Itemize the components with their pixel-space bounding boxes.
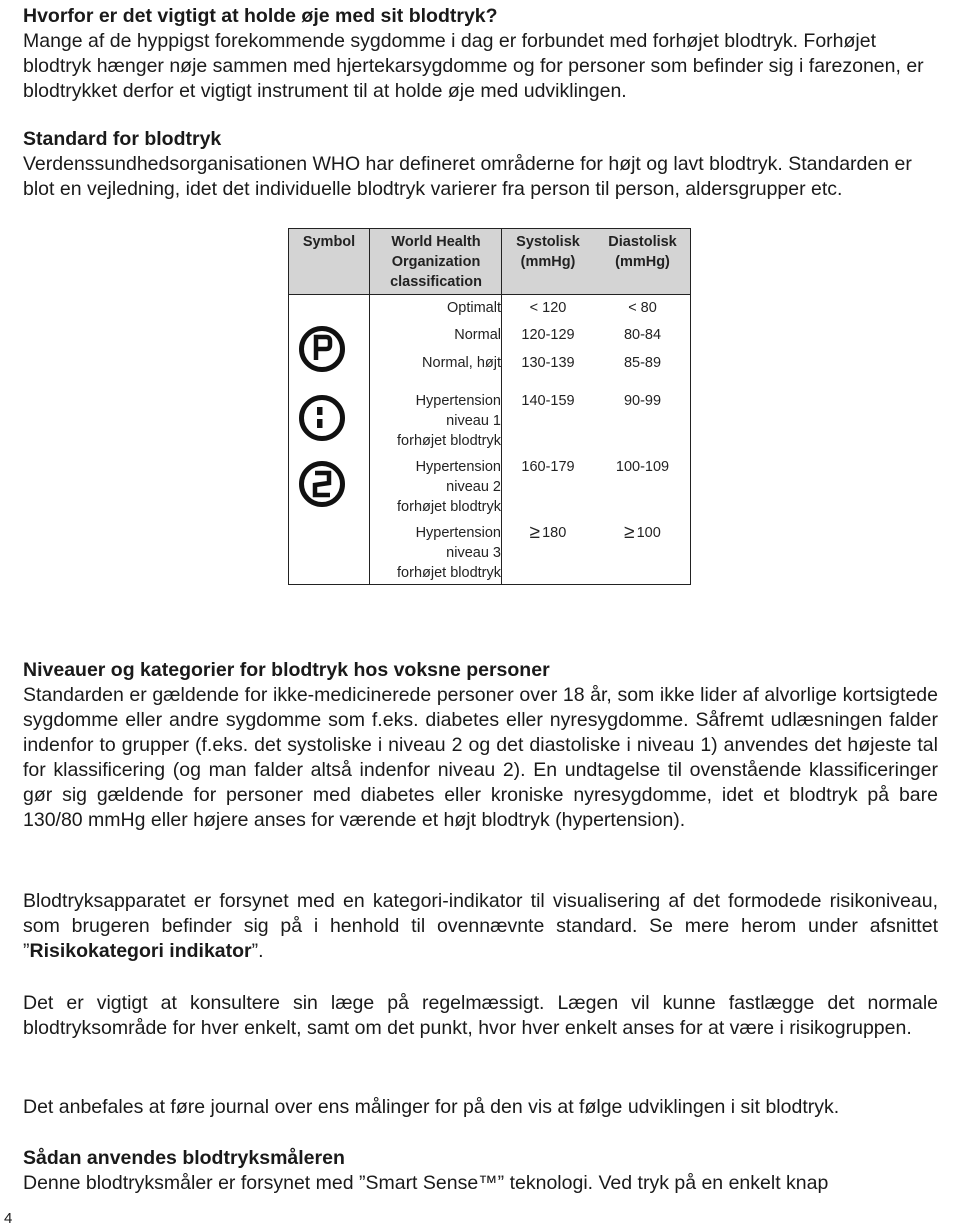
header-diastolic-line: (mmHg) — [615, 254, 670, 270]
classification-line: Hypertension — [415, 393, 501, 409]
usage-paragraph: Denne blodtryksmåler er forsynet med ”Smart Sense™” teknologi. Ved tryk på en enkelt knap — [23, 1172, 829, 1194]
doctor-paragraph: Det er vigtigt at konsultere sin læge på regelmæssigt. Lægen vil kunne fastlægge det normale blodtryksområde for hver enkelt, samt om det punkt, hvor hver enkelt anses for at være i risikogruppen. — [23, 992, 938, 1039]
row-normal-systolic: 120-129 — [521, 327, 575, 343]
row-normal-diastolic: 80-84 — [623, 327, 662, 343]
header-systolic-line: Systolisk — [516, 234, 580, 250]
classification-line: forhøjet blodtryk — [397, 433, 501, 449]
indicator-text-before: Blodtryksapparatet er forsynet med en kategori-indikator til visualisering af det formodede risikoniveau, som brugeren befinder sig på i henhold til ovennævnte standard. Se mere herom under afsnittet ” — [23, 890, 938, 962]
row-hypertension-1-diastolic: 90-99 — [623, 393, 662, 409]
greater-equal-symbol: ≥ — [624, 522, 635, 543]
journal-paragraph: Det anbefales at føre journal over ens målinger for på den vis at følge udviklingen i sit blodtryk. — [23, 1096, 840, 1118]
row-normal-classification: Normal — [454, 327, 501, 343]
systolic-value: 180 — [542, 525, 567, 541]
level-2-indicator-icon — [297, 459, 347, 509]
row-hypertension-2-systolic: 160-179 — [521, 459, 575, 475]
classification-line: niveau 2 — [446, 479, 501, 495]
row-hypertension-2-classification — [371, 457, 501, 517]
indicator-text-after: ”. — [251, 940, 264, 962]
greater-equal-symbol: ≥ — [529, 522, 541, 543]
header-systolic — [503, 232, 593, 272]
intro-paragraph: Mange af de hyppigst forekommende sygdomme i dag er forbundet med forhøjet blodtryk. Forhøjet blodtryk hænger nøje sammen med hjertekarsygdomme og for personer som befinder sig i farezonen, er blodtrykket derfor et vigtigt instrument til at holde øje med udviklingen. — [23, 30, 924, 102]
level-1-indicator-icon — [297, 393, 347, 443]
classification-line: forhøjet blodtryk — [397, 499, 501, 515]
levels-paragraph: Standarden er gældende for ikke-medicinerede personer over 18 år, som ikke lider af alvorlige kortsigtede sygdomme eller andre sygdomme som f.eks. diabetes eller nyresygdomme. Såfremt udlæsningen falder indenfor to grupper (f.eks. det systoliske i niveau 2 og det diastoliske i niveau 1) anvendes det højeste tal for klassificering (og man falder altså indenfor niveau 2). En undtagelse til ovenstående klassificeringer gør sig gældende for personer med diabetes eller kroniske nyresygdomme, idet et blodtryk på bare 130/80 mmHg eller højere anses for værende et højt blodtryk (hypertension). — [23, 684, 938, 831]
indicator-section — [23, 889, 938, 964]
header-systolic-line: (mmHg) — [520, 254, 576, 270]
table-header — [289, 229, 690, 295]
standard-heading: Standard for blodtryk — [23, 128, 222, 150]
column-divider — [369, 229, 370, 584]
blood-pressure-table — [288, 228, 691, 585]
levels-section — [23, 658, 938, 833]
row-high-normal-classification: Normal, højt — [422, 355, 501, 371]
classification-line: Hypertension — [415, 525, 501, 541]
header-classification-line: classification — [390, 274, 482, 290]
header-diastolic-line: Diastolisk — [608, 234, 677, 250]
doctor-section — [23, 991, 938, 1041]
row-hypertension-2-diastolic: 100-109 — [615, 459, 670, 475]
classification-line: niveau 1 — [446, 413, 501, 429]
intro-heading: Hvorfor er det vigtigt at holde øje med sit blodtryk? — [23, 5, 498, 27]
row-hypertension-3-systolic — [503, 523, 593, 543]
row-hypertension-3-classification — [371, 523, 501, 583]
row-hypertension-1-classification — [371, 391, 501, 451]
diastolic-value: 100 — [636, 525, 661, 541]
page-number: 4 — [4, 1210, 13, 1227]
row-optimal-classification: Optimalt — [447, 300, 501, 316]
intro-section — [23, 4, 938, 104]
journal-section — [23, 1095, 938, 1120]
classification-line: niveau 3 — [446, 545, 501, 561]
row-optimal-systolic: < 120 — [529, 300, 567, 316]
header-symbol: Symbol — [302, 234, 356, 250]
usage-section — [23, 1146, 938, 1196]
standard-paragraph: Verdenssundhedsorganisationen WHO har defineret områderne for højt og lavt blodtryk. Standarden er blot en vejledning, idet det individuelle blodtryk varierer fra person til person, aldersgrupper etc. — [23, 153, 912, 200]
header-classification-line: Organization — [391, 254, 481, 270]
header-classification — [371, 232, 501, 292]
row-high-normal-diastolic: 85-89 — [623, 355, 662, 371]
p-indicator-icon — [297, 324, 347, 374]
row-high-normal-systolic: 130-139 — [521, 355, 575, 371]
classification-line: Hypertension — [415, 459, 501, 475]
risk-category-indicator-link: Risikokategori indikator — [29, 940, 252, 962]
row-optimal-diastolic: < 80 — [628, 300, 657, 316]
row-hypertension-3-diastolic — [595, 523, 690, 543]
classification-line: forhøjet blodtryk — [397, 565, 501, 581]
header-diastolic — [595, 232, 690, 272]
row-hypertension-1-systolic: 140-159 — [521, 393, 575, 409]
usage-heading: Sådan anvendes blodtryksmåleren — [23, 1147, 345, 1169]
standard-section — [23, 127, 938, 202]
header-classification-line: World Health — [391, 234, 481, 250]
column-divider — [501, 229, 502, 584]
levels-heading: Niveauer og kategorier for blodtryk hos voksne personer — [23, 659, 550, 681]
